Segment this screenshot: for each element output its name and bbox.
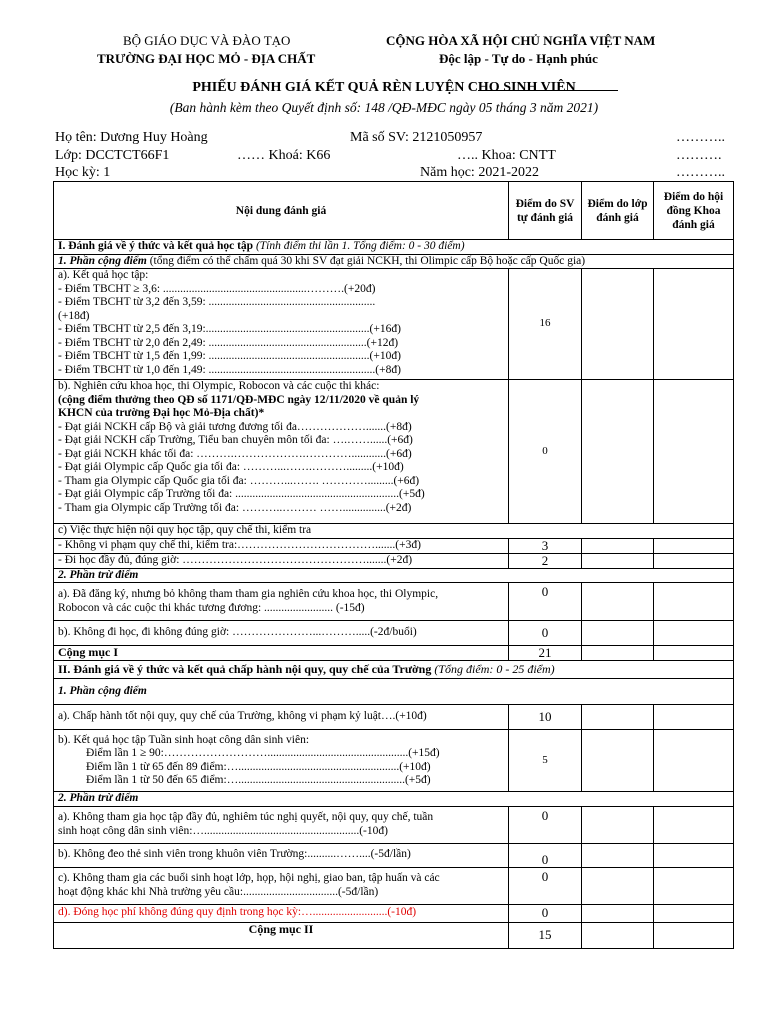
attendance-criteria: - Đi học đầy đủ, đúng giờ: ………………………………………….......(+2đ) [54,553,509,568]
student-card-penalty: b). Không đeo thẻ sinh viên trong khuôn viên Trường:..........……....(-5đ/lần) [54,843,509,867]
council-score-cell [654,269,734,380]
student-id: Mã số SV: 2121050957 [350,130,483,145]
student-course: …… Khoá: K66 [237,148,331,163]
self-score-cell: 16 [509,269,582,380]
class-score-cell [582,646,654,661]
table-row [54,583,734,621]
section1-plus-title: 1. Phần cộng điểm (tổng điểm có thể chấm quá 30 khi SV đạt giải NCKH, thi Olimpic cấp Bộ hoặc cấp Quốc gia) [54,254,734,269]
self-score-cell: 10 [509,705,582,730]
council-score-cell [654,538,734,553]
self-score-cell: 0 [509,867,582,904]
table-row [54,705,734,730]
civic-week-criteria: b). Kết quả học tập Tuần sinh hoạt công dân sinh viên: Điểm lần 1 ≥ 90:……………………….................................................(+15đ) Điểm lần 1 từ 65 đến 89 điểm:…........................................................(+10đ) Điểm lần 1 từ 50 đến 65 điểm:…..........................................................(+5đ) [54,730,509,792]
tuition-late-penalty: d). Đóng học phí không đúng quy định trong học kỳ:…..........................(-10đ) [54,904,509,922]
section1-total-score: 21 [509,646,582,661]
council-score-cell [654,705,734,730]
academic-year: Năm học: 2021-2022 [420,165,539,180]
section2-plus-title: 1. Phần cộng điểm [54,679,734,705]
section2-total-label: Cộng mục II [54,922,509,948]
table-row [54,679,734,705]
table-row [54,621,734,646]
header-council-score: Điểm do hội đồng Khoa đánh giá [654,182,734,240]
council-score-cell [654,904,734,922]
self-score-cell: 2 [509,553,582,568]
section1-minus-title: 2. Phần trừ điểm [54,568,734,583]
meeting-absence-penalty: c). Không tham gia các buổi sinh hoạt lớp, họp, hội nghị, giao ban, tập huấn và các hoạt động khác khi Nhà trường yêu cầu:.................................(-5đ/lần) [54,867,509,904]
council-score-cell [654,646,734,661]
student-class: Lớp: DCCTCT66F1 [55,148,170,163]
self-score-cell: 0 [509,843,582,867]
class-score-cell [582,269,654,380]
header-class-score: Điểm do lớp đánh giá [582,182,654,240]
table-row [54,792,734,807]
class-score-cell [582,705,654,730]
table-row [54,867,734,904]
header-self-score: Điểm do SV tự đánh giá [509,182,582,240]
class-score-cell [582,730,654,792]
table-row [54,730,734,792]
document-subtitle: (Ban hành kèm theo Quyết định số: 148 /QĐ-MĐC ngày 05 tháng 3 năm 2021) [169,100,599,115]
self-score-cell: 0 [509,380,582,524]
table-row [54,380,734,524]
table-row [54,524,734,539]
section2-total-score: 15 [509,922,582,948]
country-name: CỘNG HÒA XÃ HỘI CHỦ NGHĨA VIỆT NAM [386,33,656,48]
section1-plus-title-row [54,254,734,269]
council-score-cell [654,806,734,843]
title-strikethrough-line [478,90,618,91]
class-score-cell [582,867,654,904]
self-score-cell: 0 [509,904,582,922]
council-score-cell [654,583,734,621]
council-score-cell [654,553,734,568]
class-score-cell [582,583,654,621]
council-score-cell [654,922,734,948]
ministry-name: BỘ GIÁO DỤC VÀ ĐÀO TẠO [123,33,291,48]
table-row [54,843,734,867]
self-score-cell: 0 [509,583,582,621]
table-row [54,269,734,380]
section2-title-row [54,661,734,679]
council-score-cell [654,380,734,524]
council-score-cell [654,843,734,867]
country-motto: Độc lập - Tự do - Hạnh phúc [439,51,598,66]
section1-total-row [54,646,734,661]
self-score-cell: 3 [509,538,582,553]
header-content: Nội dung đánh giá [54,182,509,240]
class-score-cell [582,904,654,922]
section1-total-label: Cộng mục I [54,646,509,661]
student-semester: Học kỳ: 1 [55,165,111,180]
section1-title-row [54,240,734,255]
self-score-cell: 0 [509,621,582,646]
info-dots-2: ………. [676,148,722,163]
section1-title: I. Đánh giá về ý thức và kết quả học tập (Tính điểm thi lần 1. Tổng điểm: 0 - 30 điểm) [54,240,734,255]
class-score-cell [582,843,654,867]
university-name: TRƯỜNG ĐẠI HỌC MỎ - ĐỊA CHẤT [97,51,316,66]
section2-title: II. Đánh giá về ý thức và kết quả chấp hành nội quy, quy chế của Trường (Tổng điểm: 0 - 25 điểm) [54,661,734,679]
research-absence-penalty: a). Đã đăng ký, nhưng bỏ không tham tham gia nghiên cứu khoa học, thi Olympic, Robocon và các cuộc thi khác tương đương: ........................ (-15đ) [54,583,509,621]
document-title: PHIẾU ĐÁNH GIÁ KẾT QUẢ RÈN LUYỆN CHO SINH VIÊN [192,80,576,95]
class-score-cell [582,538,654,553]
table-row [54,568,734,583]
section2-total-row [54,922,734,948]
discipline-compliance-criteria: a). Chấp hành tốt nội quy, quy chế của Trường, không vi phạm kỷ luật….(+10đ) [54,705,509,730]
class-score-cell [582,621,654,646]
section2-minus-title: 2. Phần trừ điểm [54,792,734,807]
evaluation-table [53,181,734,949]
academic-result-criteria: a). Kết quả học tập: - Điểm TBCHT ≥ 3,6: ..................................................……….(+20đ) - Điểm TBCHT từ 3,2 đến 3,59: .......................................................... (+18đ) - Điểm TBCHT từ 2,5 đến 3,19:.........................................................(+16đ) - Điểm TBCHT từ 2,0 đến 2,49: .......................................................(+12đ) - Điểm TBCHT từ 1,5 đến 1,99: ........................................................(+10đ) - Điểm TBCHT từ 1,0 đến 1,49: ..........................................................(+8đ) [54,269,509,380]
late-absence-penalty: b). Không đi học, đi không đúng giờ: …………………...……….....(-2đ/buổi) [54,621,509,646]
info-dots-1: ……….. [676,130,725,145]
class-score-cell [582,922,654,948]
table-row [54,904,734,922]
student-name: Họ tên: Dương Huy Hoàng [55,130,208,145]
class-score-cell [582,380,654,524]
no-exam-violation-criteria: - Không vi phạm quy chế thi, kiểm tra:……………………………….......(+3đ) [54,538,509,553]
table-header-row [54,182,734,240]
council-score-cell [654,867,734,904]
table-row [54,806,734,843]
table-row [54,538,734,553]
research-olympic-criteria: b). Nghiên cứu khoa học, thi Olympic, Robocon và các cuộc thi khác: (cộng điểm thưởng theo QĐ số 1171/QĐ-MĐC ngày 12/11/2020 về quản lý KHCN của trường Đại học Mỏ-Địa chất)* - Đạt giải NCKH cấp Bộ và giải tương đương tối đa……………….......(+8đ) - Đạt giải NCKH cấp Trường, Tiểu ban chuyên môn tối đa: ….……......(+6đ) - Đạt giải NCKH khác tối đa: ……….……………….…………............(+6đ) - Đạt giải Olympic cấp Quốc gia tối đa: ………...…….……….........(+10đ) - Tham gia Olympic cấp Quốc gia tối đa: ………...……. ………….........(+6đ) - Đạt giải Olympic cấp Trường tối đa: .........................................................(+5đ) - Tham gia Olympic cấp Trường tối đa: ………..……… ……...............(+2đ) [54,380,509,524]
info-dots-3: ……….. [676,165,725,180]
table-row [54,553,734,568]
council-score-cell [654,621,734,646]
self-score-cell: 0 [509,806,582,843]
exam-rules-title: c) Việc thực hiện nội quy học tập, quy chế thi, kiểm tra [54,524,734,539]
student-faculty: ….. Khoa: CNTT [457,148,556,163]
regulation-study-penalty: a). Không tham gia học tập đầy đủ, nghiêm túc nghị quyết, nội quy, quy chế, tuần sinh hoạt công dân sinh viên:…......................................................(-10đ) [54,806,509,843]
class-score-cell [582,553,654,568]
class-score-cell [582,806,654,843]
council-score-cell [654,730,734,792]
self-score-cell: 5 [509,730,582,792]
